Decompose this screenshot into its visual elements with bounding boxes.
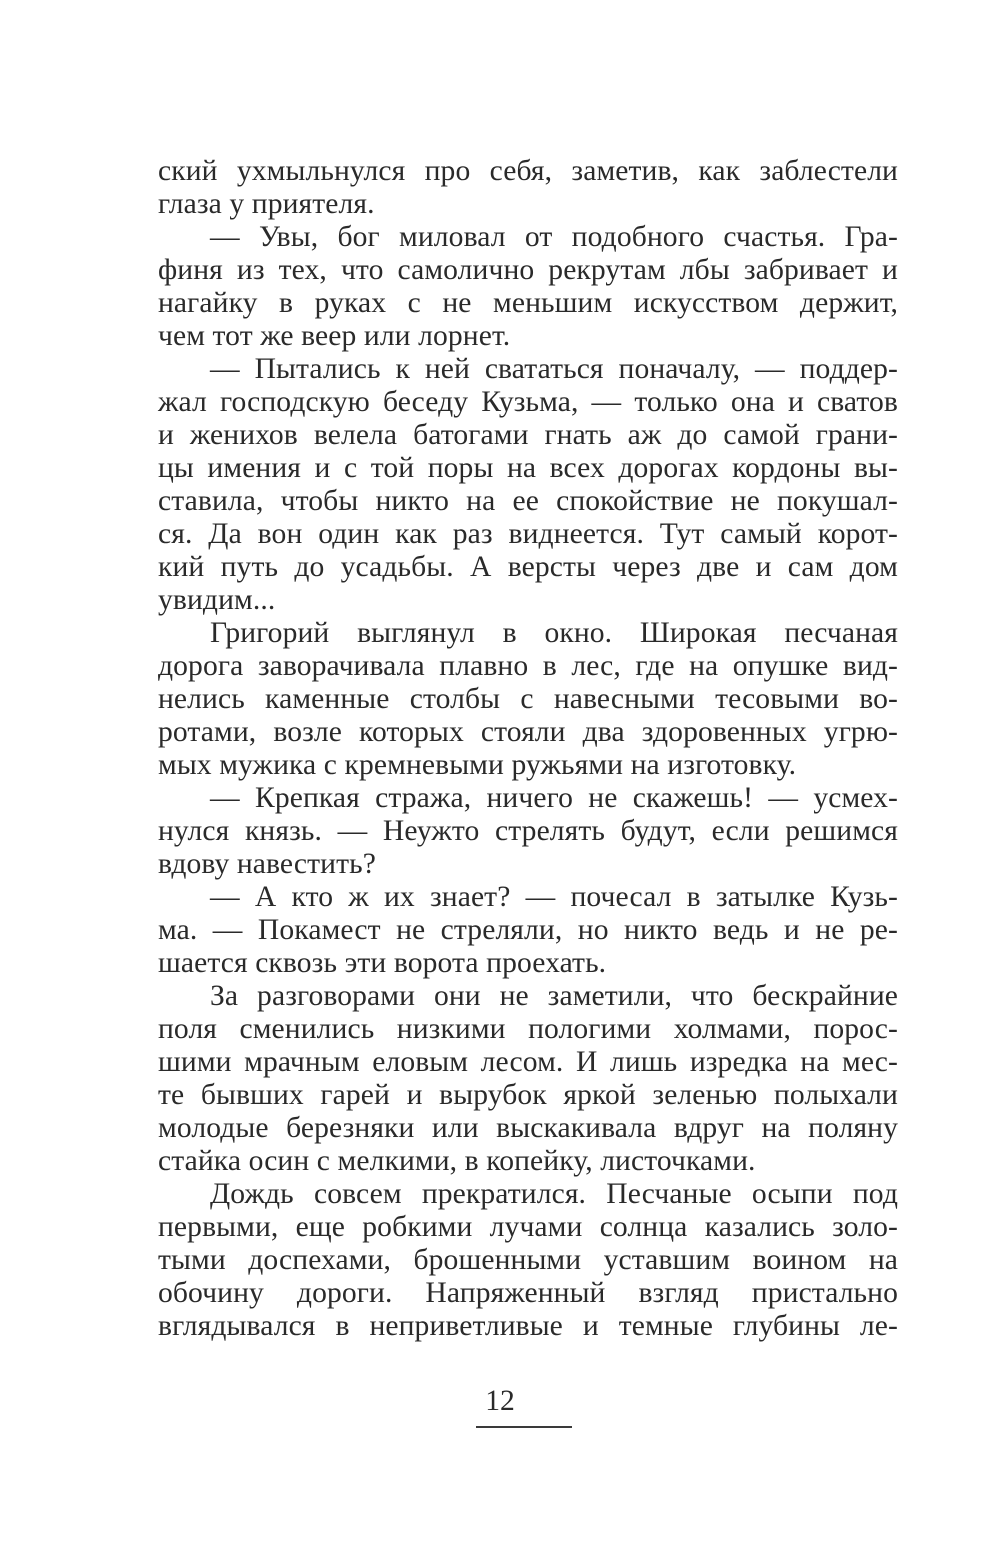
text-line: — Увы, бог миловал от подобного счастья. Гра- (210, 221, 898, 253)
page-number: 12 (485, 1385, 515, 1417)
text-line: тыми доспехами, брошенными уставшим воином на (158, 1244, 898, 1276)
text-line: нулся князь. — Неужто стрелять будут, если решимся (158, 815, 898, 847)
text-line: чем тот же веер или лорнет. (158, 320, 511, 352)
text-line: шими мрачным еловым лесом. И лишь изредка на мес- (158, 1046, 898, 1078)
text-line: вглядывался в неприветливые и темные глубины ле- (158, 1310, 898, 1342)
text-line: дорога заворачивала плавно в лес, где на опушке вид- (158, 650, 898, 682)
page-number-underline (476, 1426, 572, 1428)
text-line: обочину дороги. Напряженный взгляд пристально (158, 1277, 898, 1309)
text-line: первыми, еще робкими лучами солнца казались золо- (158, 1211, 898, 1243)
text-line: жал господскую беседу Кузьма, — только она и сватов (158, 386, 898, 418)
text-line: нагайку в руках с не меньшим искусством держит, (158, 287, 898, 319)
text-line: ротами, возле которых стояли два здоровенных угрю- (158, 716, 898, 748)
text-line: те бывших гарей и вырубок яркой зеленью полыхали (158, 1079, 898, 1111)
text-line: и женихов велела батогами гнать аж до самой грани- (158, 419, 898, 451)
text-line: ский ухмыльнулся про себя, заметив, как заблестели (158, 155, 898, 187)
text-line: финя из тех, что самолично рекрутам лбы забривает и (158, 254, 898, 286)
text-line: — А кто ж их знает? — почесал в затылке Кузь- (210, 881, 898, 913)
text-line: За разговорами они не заметили, что бескрайние (210, 980, 898, 1012)
text-line: мых мужика с кремневыми ружьями на изготовку. (158, 749, 797, 781)
text-line: цы имения и с той поры на всех дорогах кордоны вы- (158, 452, 898, 484)
text-line: — Пытались к ней свататься поначалу, — поддер- (210, 353, 898, 385)
text-line: вдову навестить? (158, 848, 376, 880)
text-line: шается сквозь эти ворота проехать. (158, 947, 607, 979)
body-text (158, 155, 898, 1343)
text-line: нелись каменные столбы с навесными тесовыми во- (158, 683, 898, 715)
text-line: глаза у приятеля. (158, 188, 375, 220)
text-line: ставила, чтобы никто на ее спокойствие не покушал- (158, 485, 898, 517)
text-line: — Крепкая стража, ничего не скажешь! — усмех- (210, 782, 898, 814)
text-line: Григорий выглянул в окно. Широкая песчаная (210, 617, 898, 649)
text-line: стайка осин с мелкими, в копейку, листочками. (158, 1145, 756, 1177)
text-line: Дождь совсем прекратился. Песчаные осыпи под (210, 1178, 898, 1210)
text-line: кий путь до усадьбы. А версты через две и сам дом (158, 551, 898, 583)
text-line: ма. — Покамест не стреляли, но никто ведь и не ре- (158, 914, 898, 946)
text-line: ся. Да вон один как раз виднеется. Тут самый корот- (158, 518, 898, 550)
text-line: поля сменились низкими пологими холмами, порос- (158, 1013, 898, 1045)
text-line: увидим... (158, 584, 276, 616)
text-line: молодые березняки или выскакивала вдруг на поляну (158, 1112, 898, 1144)
